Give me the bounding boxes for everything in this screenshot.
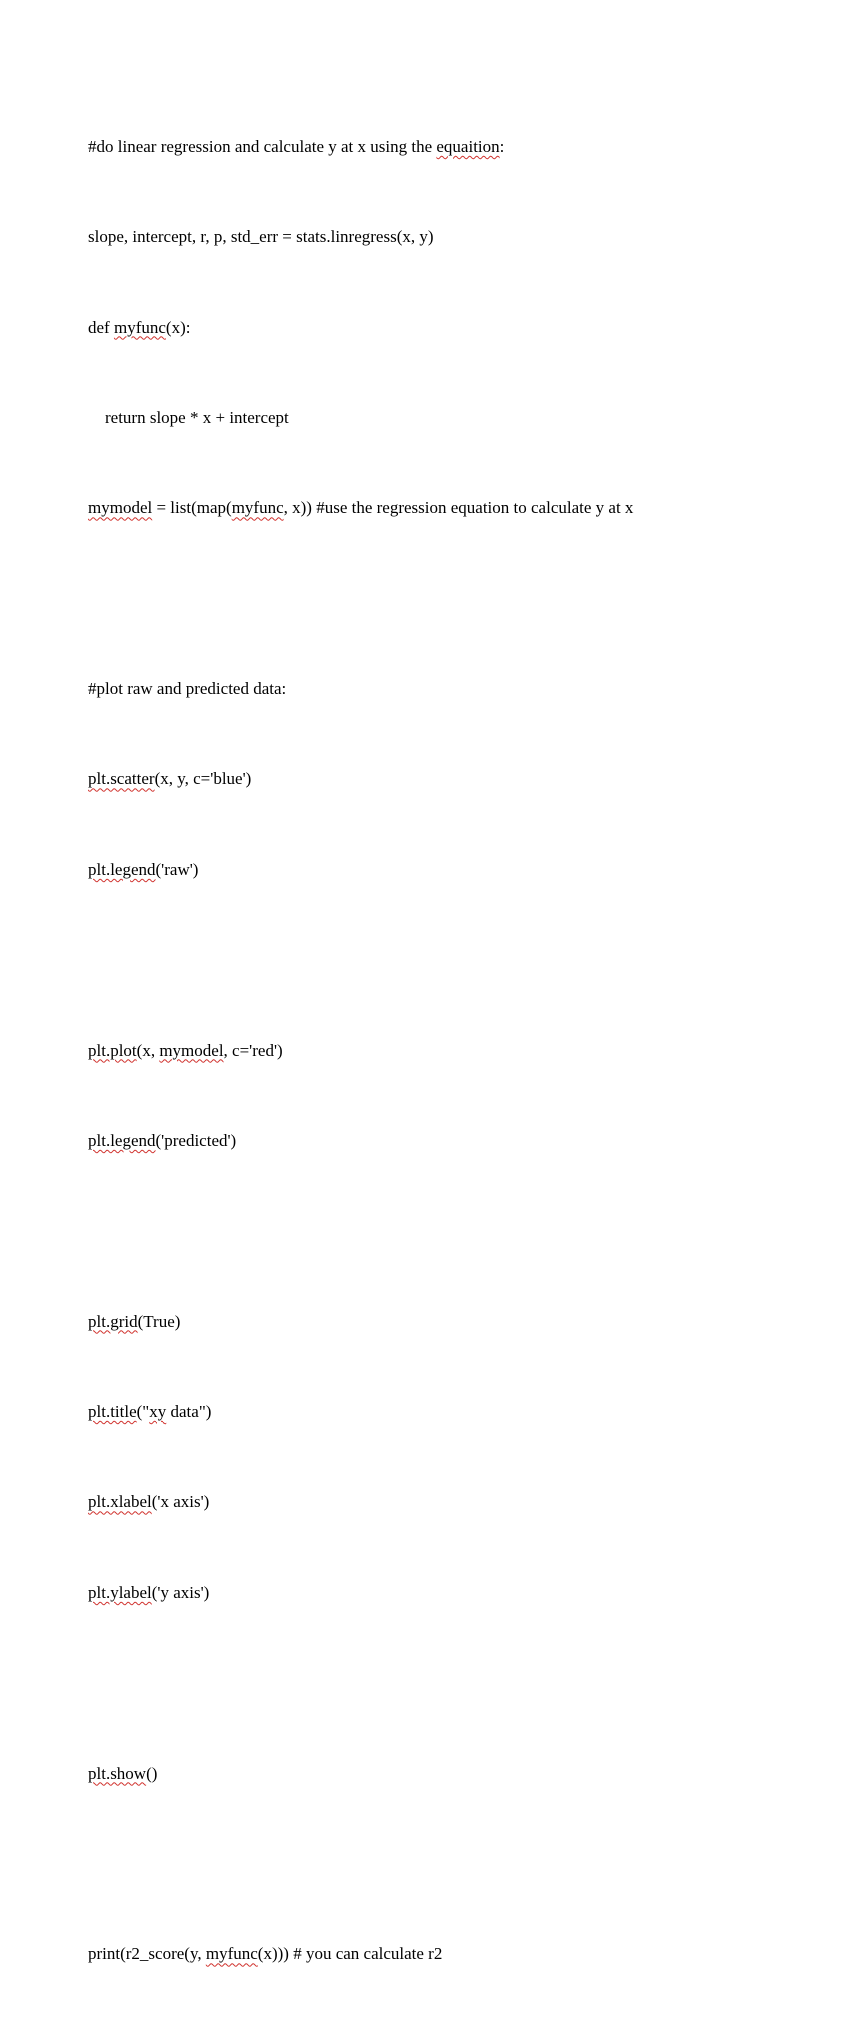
- misspelled-word[interactable]: plt.xlabel: [88, 1492, 152, 1512]
- code-line-linregress: [88, 226, 633, 249]
- code-line-grid: [88, 1311, 633, 1334]
- text-segment: ('predicted'): [155, 1130, 237, 1150]
- code-line-comment-plot: [88, 678, 633, 701]
- blank-line: [88, 949, 633, 972]
- text-segment: data"): [166, 1402, 212, 1422]
- code-line-print-r2: [88, 1943, 633, 1966]
- text-segment: #plot raw and predicted data:: [88, 679, 287, 699]
- text-segment: slope, intercept, r, p, std_err = stats.linregress(x, y): [88, 227, 434, 247]
- misspelled-word[interactable]: plt.legend: [88, 859, 156, 879]
- misspelled-word[interactable]: plt.title: [88, 1402, 137, 1422]
- misspelled-word[interactable]: xy: [149, 1402, 167, 1422]
- code-line-xlabel: [88, 1491, 633, 1514]
- misspelled-word[interactable]: plt.legend: [88, 1130, 156, 1150]
- text-segment: = list(map(: [152, 498, 232, 518]
- text-segment: :: [499, 136, 505, 156]
- misspelled-word[interactable]: plt.grid: [88, 1311, 138, 1331]
- code-line-mymodel: [88, 497, 633, 520]
- misspelled-word[interactable]: plt.ylabel: [88, 1582, 152, 1602]
- code-line-return: [88, 407, 633, 430]
- document-body[interactable]: [88, 68, 633, 2034]
- text-segment: ('y axis'): [151, 1582, 210, 1602]
- misspelled-word[interactable]: mymodel: [88, 498, 153, 518]
- code-line-legend-raw: [88, 859, 633, 882]
- text-segment: ('x axis'): [151, 1492, 210, 1512]
- text-segment: return slope * x + intercept: [105, 407, 289, 427]
- text-segment: ('raw'): [155, 859, 199, 879]
- text-segment: (): [146, 1763, 158, 1783]
- code-line-plot: [88, 1040, 633, 1063]
- code-line-legend-predicted: [88, 1130, 633, 1153]
- text-segment: #do linear regression and calculate y at x using the: [88, 136, 437, 156]
- code-line-title: [88, 1401, 633, 1424]
- misspelled-word[interactable]: plt.scatter: [88, 769, 155, 789]
- blank-line: [88, 1220, 633, 1243]
- misspelled-word[interactable]: mymodel: [159, 1040, 224, 1060]
- blank-line: [88, 588, 633, 611]
- code-line-show: [88, 1763, 633, 1786]
- misspelled-word[interactable]: myfunc: [113, 317, 166, 337]
- code-line-ylabel: [88, 1582, 633, 1605]
- text-segment: def: [88, 317, 114, 337]
- text-segment: (x):: [165, 317, 191, 337]
- misspelled-word[interactable]: myfunc: [231, 498, 284, 518]
- text-segment: (x))) # you can calculate r2: [257, 1944, 443, 1964]
- misspelled-word[interactable]: equaition: [436, 136, 500, 156]
- code-line-comment-regression: [88, 136, 633, 159]
- code-line-def-myfunc: [88, 317, 633, 340]
- blank-line: [88, 1672, 633, 1695]
- code-line-scatter: [88, 768, 633, 791]
- text-segment: print(r2_score(y,: [88, 1944, 206, 1964]
- text-segment: , c='red'): [223, 1040, 283, 1060]
- text-segment: , x)) #use the regression equation to calculate y at x: [283, 498, 634, 518]
- misspelled-word[interactable]: plt.show: [88, 1763, 147, 1783]
- text-segment: (x,: [136, 1040, 160, 1060]
- misspelled-word[interactable]: myfunc: [205, 1944, 258, 1964]
- text-segment: (": [136, 1402, 150, 1422]
- text-segment: (True): [137, 1311, 181, 1331]
- misspelled-word[interactable]: plt.plot: [88, 1040, 137, 1060]
- text-segment: (x, y, c='blue'): [154, 769, 252, 789]
- blank-line: [88, 1853, 633, 1876]
